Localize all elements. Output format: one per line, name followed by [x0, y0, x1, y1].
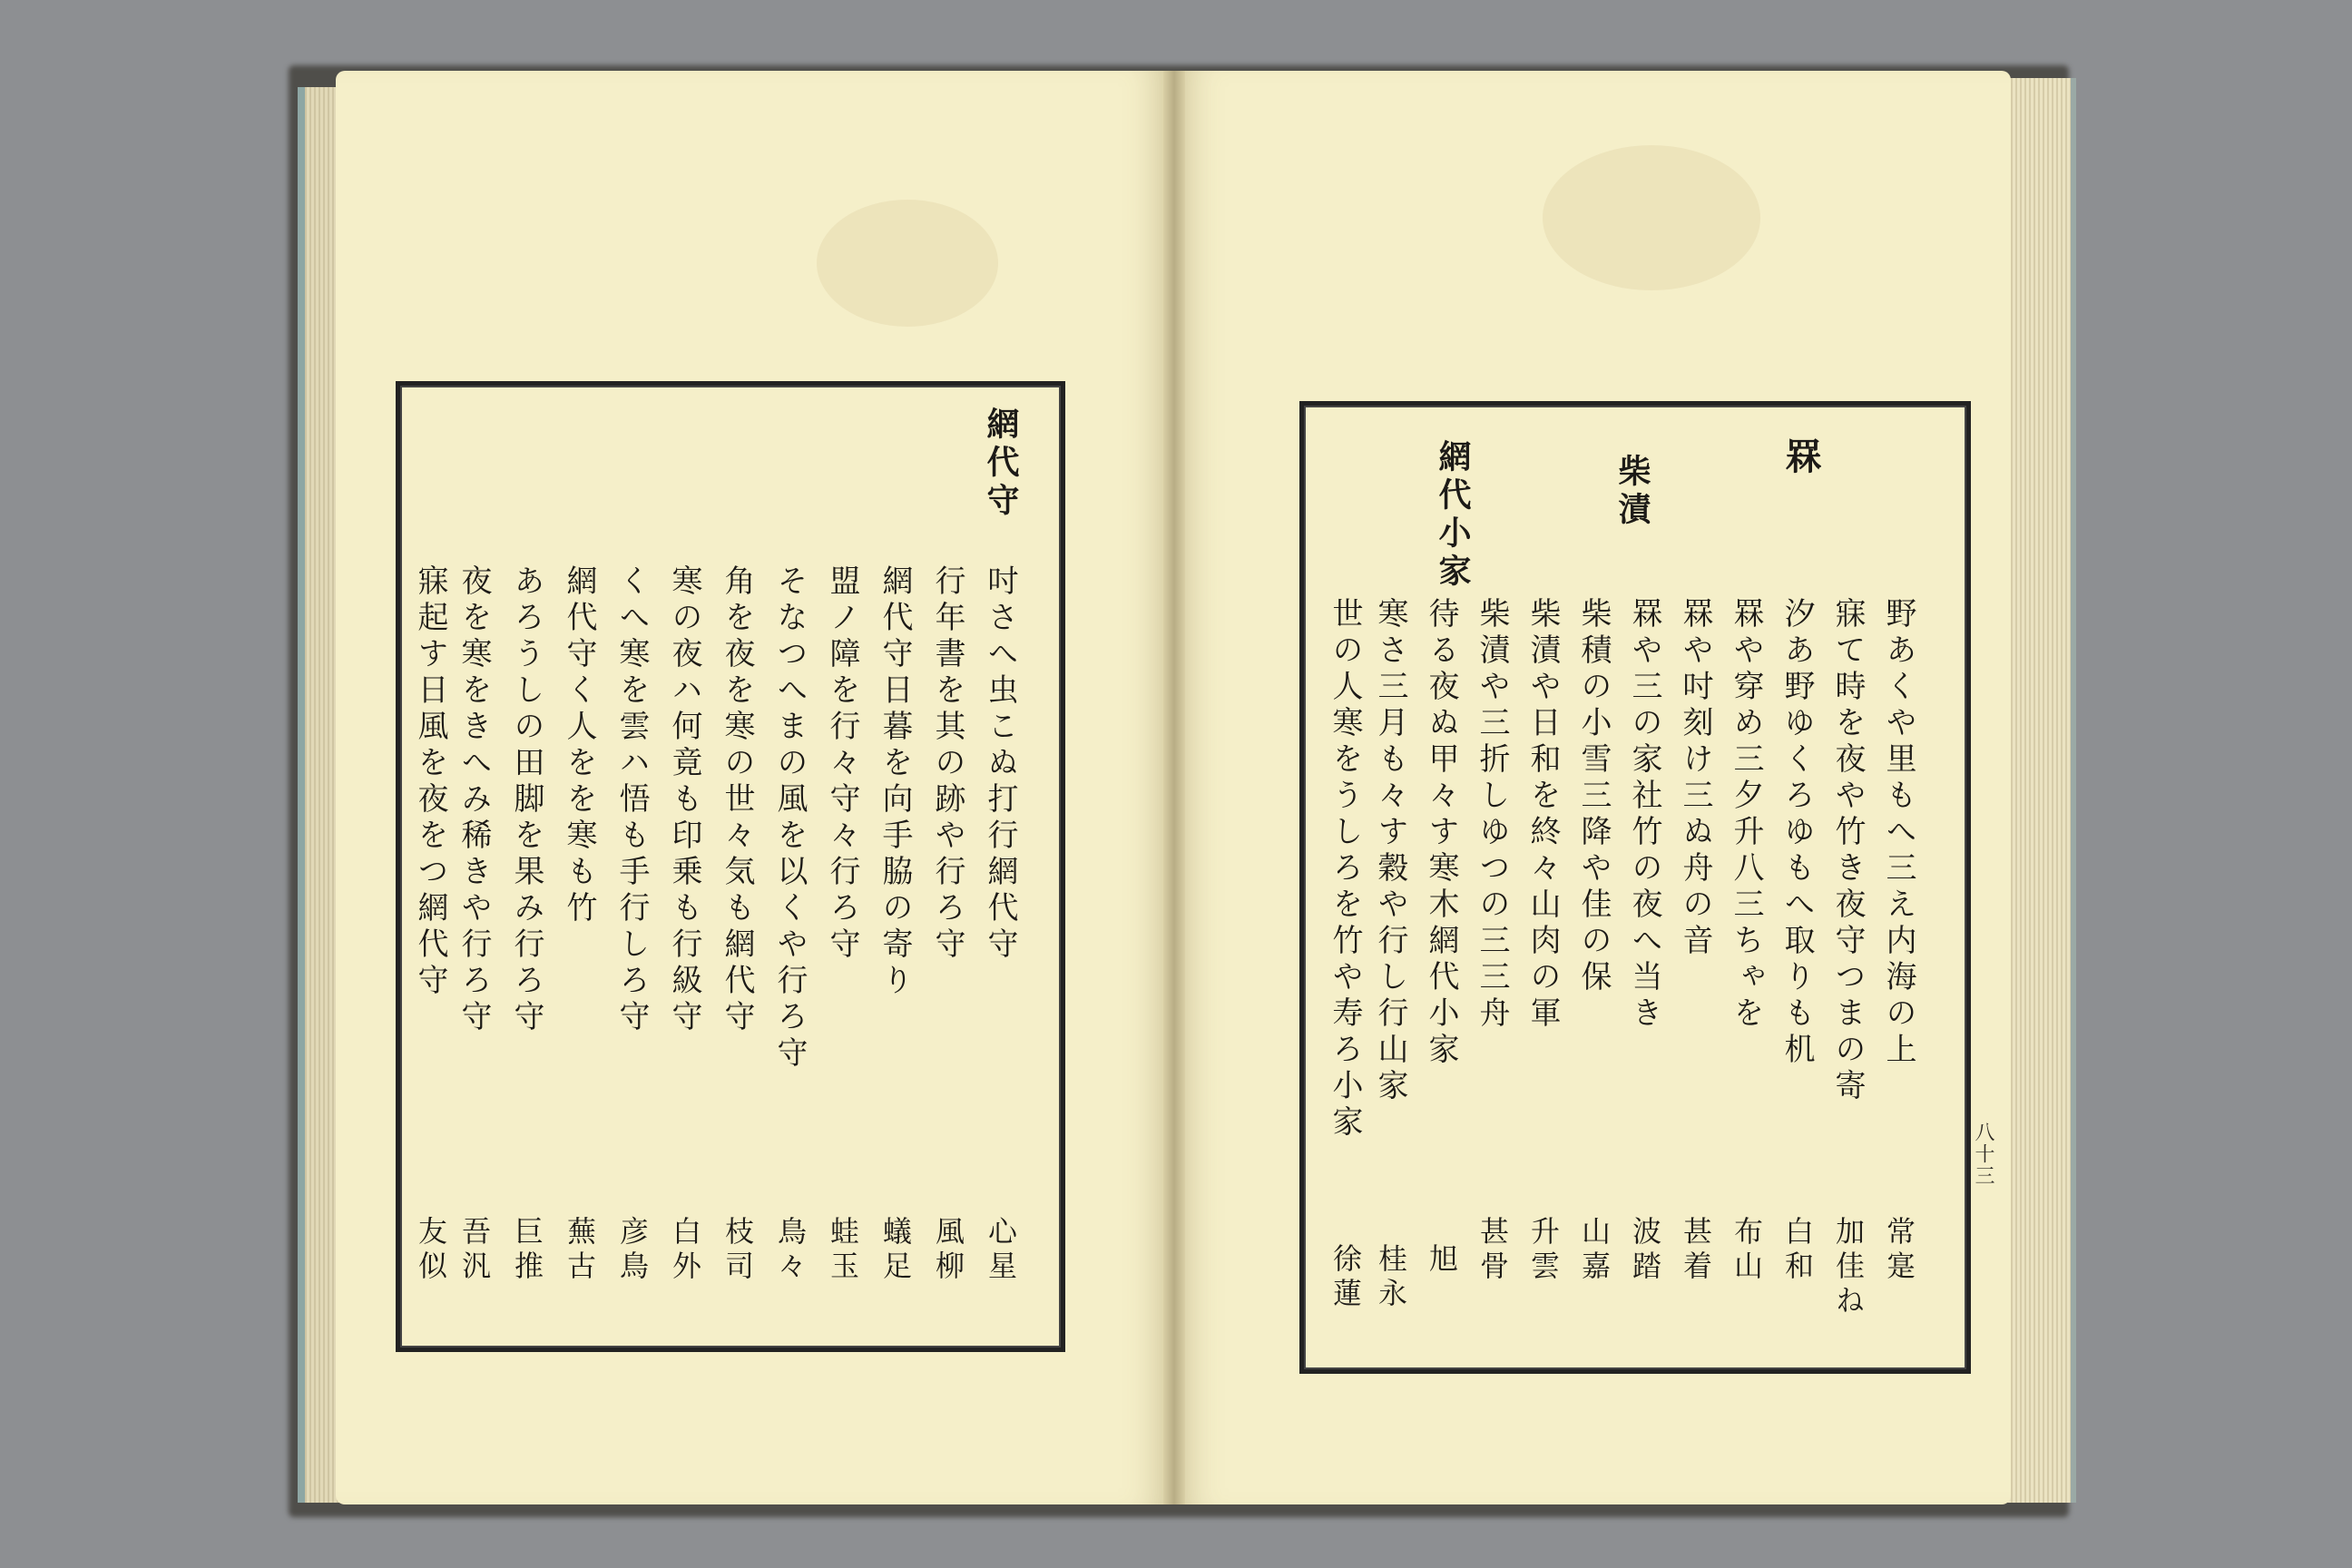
poem-line: 柴漬や三折しゆつの三三舟	[1474, 597, 1510, 1033]
author-name: 蛙玉	[826, 1216, 860, 1285]
author-name: 甚骨	[1475, 1216, 1510, 1285]
right-heading-2: 柴漬	[1613, 454, 1651, 530]
poem-line: 罧や吋刻け三ぬ舟の音	[1677, 597, 1713, 960]
poem-line: 野あくや里もへ三え内海の上	[1880, 597, 1916, 1069]
book-gutter	[1163, 71, 1185, 1504]
author-name: 旭	[1425, 1243, 1459, 1278]
poem-line: 柴積の小雪三降や佳の保	[1575, 597, 1612, 996]
poem-line: 世の人寒をうしろを竹や寿ろ小家	[1327, 597, 1363, 1142]
poem-line: 行年書を其の跡や行ろ守	[929, 564, 965, 964]
right-heading-1: 罧	[1779, 437, 1822, 479]
poem-line: 夜を寒をきへみ稀きや行ろ守	[456, 564, 492, 1036]
poem-line: 罧や三の家社竹の夜へ当き	[1626, 597, 1662, 1033]
poem-line: 柴漬や日和を終々山肉の軍	[1524, 597, 1561, 1033]
author-name: 山嘉	[1577, 1216, 1612, 1285]
folio-page-number: 八十三	[1972, 1122, 1994, 1187]
poem-line: 罧や穿め三夕升八三ちゃを	[1728, 597, 1764, 1033]
right-heading-3: 網代小家	[1434, 439, 1472, 592]
poem-line: 吋さへ虫こぬ打行網代守	[982, 564, 1018, 964]
poem-line: 網代守日暮を向手脇の寄り	[877, 564, 913, 1000]
author-name: 友似	[414, 1216, 448, 1285]
poem-line: そなつへまの風を以くや行ろ守	[771, 564, 808, 1073]
author-name: 心星	[984, 1216, 1018, 1285]
author-name: 巨推	[510, 1216, 544, 1285]
poem-line: 待る夜ぬ甲々す寒木網代小家	[1423, 597, 1459, 1069]
poem-line: あろうしの田脚を果み行ろ守	[508, 564, 544, 1036]
author-name: 鳥々	[773, 1216, 808, 1285]
author-name: 風柳	[931, 1216, 965, 1285]
poem-line: 寐て時を夜や竹き夜守つまの寄	[1829, 597, 1866, 1105]
author-name: 白外	[668, 1216, 702, 1285]
paper-stain	[817, 200, 998, 327]
poem-line: 汐あ野ゆくろゆもへ取りも机	[1779, 597, 1815, 1069]
author-name: 吾汎	[457, 1216, 492, 1285]
author-name: 徐蓮	[1328, 1243, 1363, 1312]
author-name: 桂永	[1374, 1243, 1408, 1312]
poem-line: 寐起す日風を夜をつ網代守	[412, 564, 448, 1000]
poem-line: 寒の夜ハ何竟も印乗も行級守	[666, 564, 702, 1036]
poem-line: 角を夜を寒の世々気も網代守	[719, 564, 755, 1036]
poem-line: くへ寒を雲ハ悟も手行しろ守	[613, 564, 650, 1036]
poem-line: 寒さ三月も々す穀や行し行山家	[1372, 597, 1408, 1105]
author-name: 布山	[1730, 1216, 1764, 1285]
author-name: 白和	[1780, 1216, 1815, 1285]
author-name: 彦鳥	[615, 1216, 650, 1285]
author-name: 波踏	[1628, 1216, 1662, 1285]
author-name: 蟻足	[878, 1216, 913, 1285]
author-name: 甚着	[1679, 1216, 1713, 1285]
poem-line: 網代守く人をを寒も竹	[561, 564, 597, 927]
author-name: 常寔	[1882, 1216, 1916, 1285]
author-name: 枝司	[720, 1216, 755, 1285]
left-page-title: 網代守	[982, 407, 1020, 521]
paper-stain	[1543, 145, 1760, 290]
author-name: 升雲	[1526, 1216, 1561, 1285]
author-name: 蕪古	[563, 1216, 597, 1285]
poem-line: 盟ノ障を行々守々行ろ守	[824, 564, 860, 964]
author-name: 加佳ね	[1831, 1216, 1866, 1319]
